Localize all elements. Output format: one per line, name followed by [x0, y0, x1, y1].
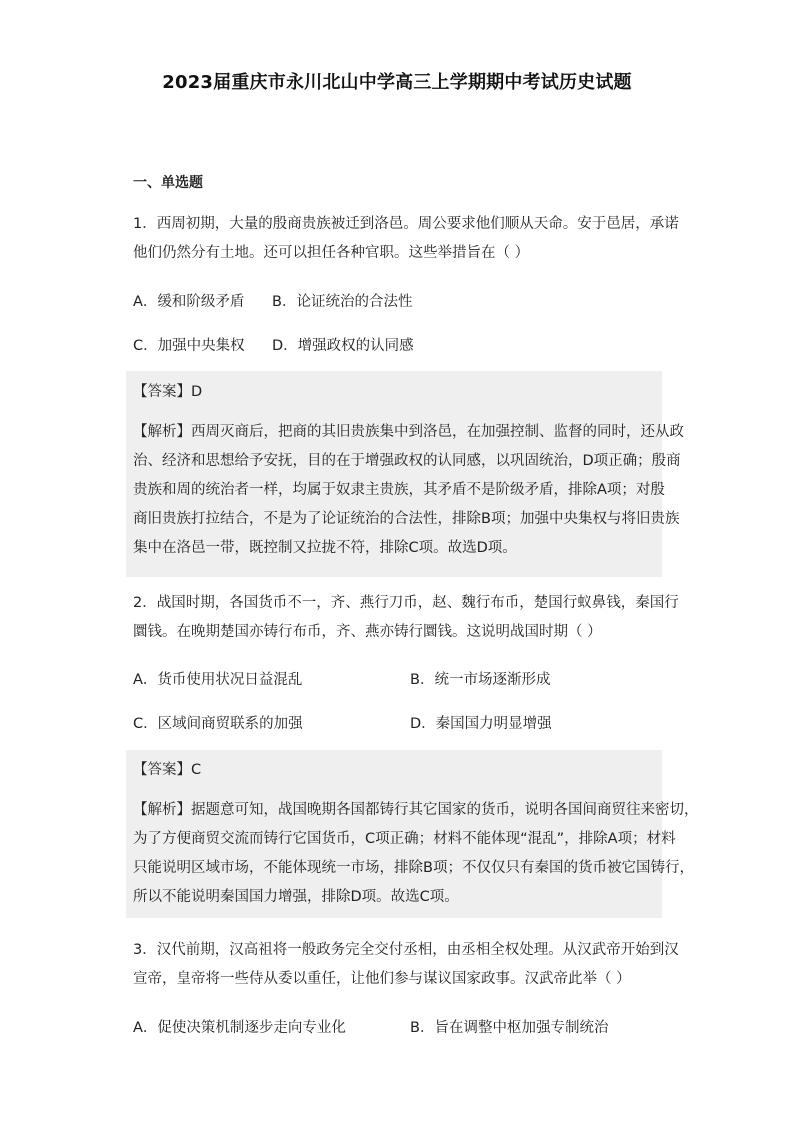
- question-1-answer: 【答案】D: [133, 384, 203, 400]
- analysis-line: 集中在洛邑一带，既控制又拉拢不符，排除C项。故选D项。: [133, 540, 517, 556]
- question-1-option-a: A．缓和阶级矛盾: [133, 294, 245, 310]
- question-3-option-b: B．旨在调整中枢加强专制统治: [410, 1020, 609, 1036]
- question-2-answer: 【答案】C: [133, 762, 202, 778]
- question-1-analysis: [133, 418, 684, 563]
- question-1-line: 1．西周初期，大量的殷商贵族被迁到洛邑。周公要求他们顺从天命。安于邑居，承诺: [133, 216, 679, 232]
- analysis-line: 治、经济和思想给予安抚，目的在于增强政权的认同感，以巩固统治，D项正确；殷商: [133, 453, 681, 469]
- analysis-line: 只能说明区域市场，不能体现统一市场，排除B项；不仅仅只有秦国的货币被它国铸行，: [133, 860, 694, 876]
- question-2-analysis: [133, 796, 699, 912]
- question-3-option-a: A．促使决策机制逐步走向专业化: [133, 1020, 346, 1036]
- analysis-line: 【解析】据题意可知，战国晚期各国都铸行其它国家的货币，说明各国间商贸往来密切，: [133, 802, 699, 818]
- question-2-line: 圜钱。在晚期楚国亦铸行布币，齐、燕亦铸行圜钱。这说明战国时期（ ）: [133, 624, 602, 640]
- question-2-option-d: D．秦国国力明显增强: [410, 716, 552, 732]
- question-3-line: 3．汉代前期，汉高祖将一般政务完全交付丞相，由丞相全权处理。从汉武帝开始到汉: [133, 942, 679, 958]
- document-title: 2023届重庆市永川北山中学高三上学期期中考试历史试题: [162, 72, 632, 93]
- analysis-line: 【解析】西周灭商后，把商的其旧贵族集中到洛邑，在加强控制、监督的同时，还从政: [133, 424, 684, 440]
- question-1-option-b: B．论证统治的合法性: [272, 294, 413, 310]
- question-2-option-b: B．统一市场逐渐形成: [410, 672, 551, 688]
- question-2-option-c: C．区域间商贸联系的加强: [133, 716, 303, 732]
- question-1-line: 他们仍然分有土地。还可以担任各种官职。这些举措旨在（ ）: [133, 245, 530, 261]
- analysis-line: 为了方便商贸交流而铸行它国货币，C项正确；材料不能体现“混乱”，排除A项；材料: [133, 831, 676, 847]
- analysis-line: 贵族和周的统治者一样，均属于奴隶主贵族，其矛盾不是阶级矛盾，排除A项；对殷: [133, 482, 665, 498]
- analysis-line: 商旧贵族打拉结合，不是为了论证统治的合法性，排除B项；加强中央集权与将旧贵族: [133, 511, 680, 527]
- question-2-option-a: A．货币使用状况日益混乱: [133, 672, 303, 688]
- question-3-stem: [133, 936, 679, 994]
- analysis-line: 所以不能说明秦国国力增强，排除D项。故选C项。: [133, 889, 459, 905]
- question-3-line: 宣帝，皇帝将一些侍从委以重任，让他们参与谋议国家政事。汉武帝此举（ ）: [133, 971, 631, 987]
- question-2-line: 2．战国时期，各国货币不一，齐、燕行刀币，赵、魏行布币，楚国行蚁鼻钱，秦国行: [133, 595, 679, 611]
- question-1-stem: [133, 210, 679, 268]
- question-1-option-c: C．加强中央集权: [133, 338, 245, 354]
- question-2-stem: [133, 589, 679, 647]
- section-heading: 一、单选题: [133, 175, 203, 191]
- question-1-option-d: D．增强政权的认同感: [272, 338, 414, 354]
